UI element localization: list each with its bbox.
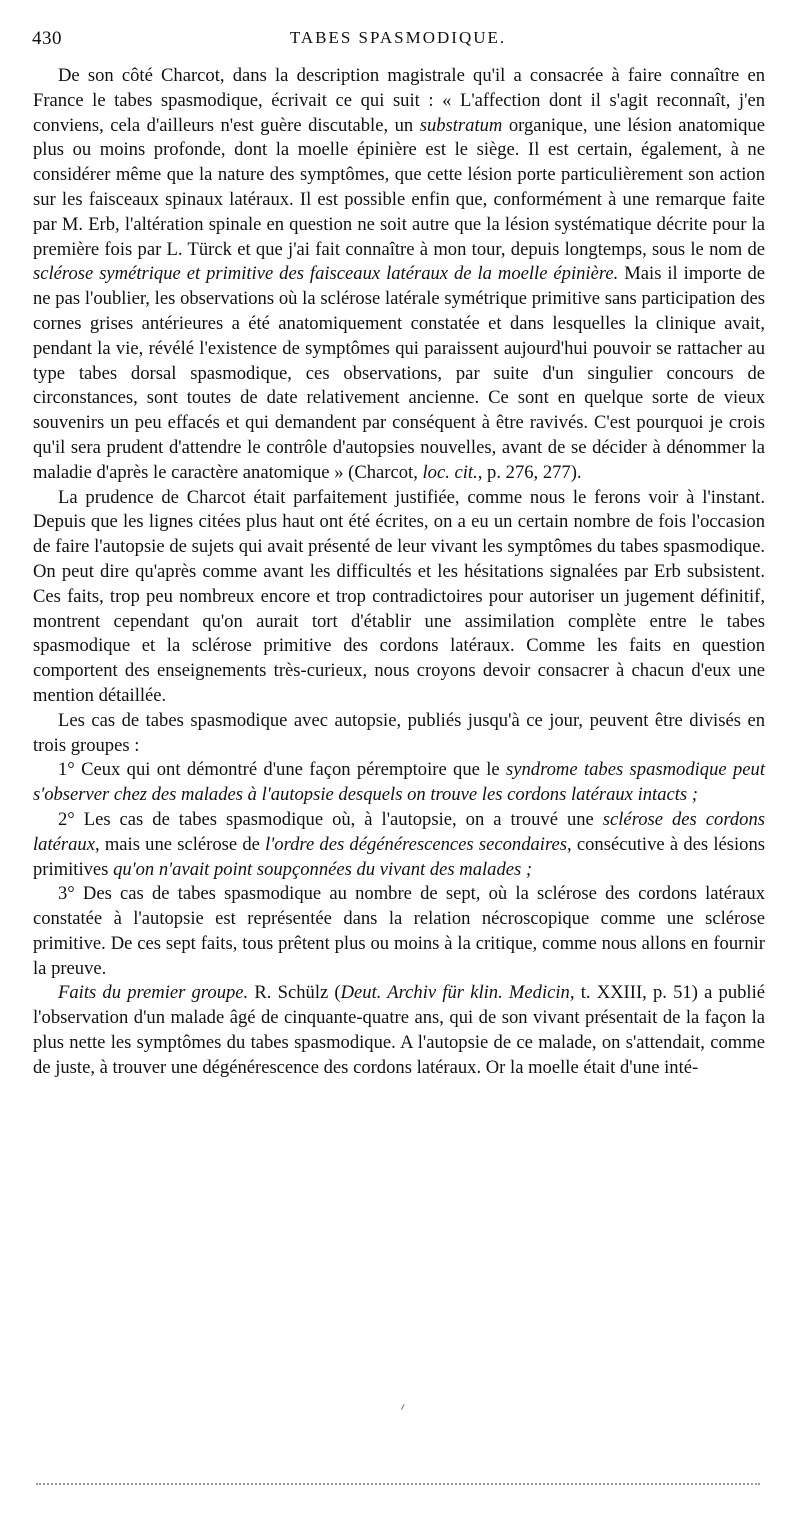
italic-run: Deut. Archiv für klin. Medicin (340, 982, 570, 1004)
text-run: De son côté Charcot, dans la description magistrale qu'il a consacrée à faire connaître en France le tabes spasmodique, écrivait ce qui suit : « L'affection dont il s'agit reconnaît, j'en conviens, cela d'ailleurs n'est guère discutable, un (33, 65, 765, 136)
footer-rule (36, 1483, 760, 1485)
paragraph (33, 758, 765, 808)
text-run: 1° Ceux qui ont démontré d'une façon péremptoire que le (58, 759, 506, 781)
italic-run: substratum (419, 114, 503, 136)
italic-run: l'ordre des dégénérescences secondaires (265, 833, 568, 855)
italic-run: syndrome tabes spasmodique peut s'observer chez des malades à l'autopsie desquels on trouve les cordons latéraux intacts ; (33, 759, 765, 806)
body-text (33, 64, 765, 1081)
paragraph (33, 709, 765, 759)
paragraph (33, 808, 765, 882)
page-header (32, 28, 764, 54)
text-run: La prudence de Charcot était parfaitement justifiée, comme nous le ferons voir à l'instant. Depuis que les lignes citées plus haut ont été écrites, on a eu un certain nombre de fois l'occasion de faire l'autopsie de sujets qui avait présenté de leur vivant les symptômes du tabes spasmodique. On peut dire qu'après comme avant les difficultés et les hésitations signalées par Erb subsistent. Ces faits, trop peu nombreux encore et trop contradictoires pour autoriser un jugement définitif, montrent cependant qu'on aurait tort d'établir une assimilation complète entre le tabes spasmodique et la sclérose primitive des cordons latéraux. Comme les faits en question comportent des enseignements très-curieux, nous croyons devoir consacrer à chacun d'eux une mention détaillée. (33, 486, 765, 706)
paragraph (33, 981, 765, 1080)
text-run: organique, une lésion anatomique plus ou moins profonde, dont la moelle épinière est le siège. Il est certain, également, à ne considérer même que la nature des symptômes, que cette lésion porte particulièrement son action sur les faisceaux spinaux latéraux. Il est possible enfin que, conformément à une remarque faite par M. Erb, l'altération spinale en question ne soit autre que la lésion systématique décrite pour la première fois par L. Türck et que j'ai fait connaître à mon tour, depuis longtemps, sous le nom de (33, 114, 765, 260)
text-run: Mais il importe de ne pas l'oublier, les observations où la sclérose latérale symétrique primitive sans participation des cornes grises antérieures a été anatomiquement constatée et dans lesquelles la clinique avait, pendant la vie, révélé l'existence de symptômes qui paraissent aujourd'hui pouvoir se rattacher au type tabes dorsal spasmodique, ces observations, par suite d'un singulier concours de circonstances, sont toutes de date relativement ancienne. Ce sont en quelque sorte de vieux souvenirs un peu effacés et qui demandent par conséquent à être ravivés. C'est pourquoi je crois qu'il sera prudent d'attendre le contrôle d'autopsies nouvelles, avant de se décider à dénommer la maladie d'après le caractère anatomique » (Charcot, (33, 263, 765, 483)
italic-run: Faits du premier groupe. (58, 982, 249, 1004)
page-number: 430 (32, 28, 62, 49)
paragraph (33, 64, 765, 486)
stray-mark (401, 1404, 408, 1412)
text-run: 2° Les cas de tabes spasmodique où, à l'autopsie, on a trouvé une (58, 808, 603, 830)
paragraph (33, 882, 765, 981)
italic-run: loc. cit. (422, 461, 478, 483)
text-run: , t. XXIII, p. 51) a publié l'observation d'un malade âgé de cinquante-quatre ans, qui de son vivant présentait de la façon la plus nette les symptômes du tabes spasmodique. A l'autopsie de ce malade, on s'attendait, comme de juste, à trouver une dégénérescence des cordons latéraux. Or la moelle était d'une inté- (33, 982, 765, 1078)
text-run: , consécutive à des lésions primitives (33, 833, 765, 880)
text-run: , p. 276, 277). (477, 461, 582, 483)
paragraph (33, 486, 765, 709)
italic-run: sclérose symétrique et primitive des faisceaux latéraux de la moelle épinière. (33, 263, 619, 285)
text-run: Les cas de tabes spasmodique avec autopsie, publiés jusqu'à ce jour, peuvent être divisés en trois groupes : (33, 709, 765, 756)
italic-run: sclérose des cordons latéraux (33, 808, 765, 855)
text-run: 3° Des cas de tabes spasmodique au nombre de sept, où la sclérose des cordons latéraux constatée à l'autopsie est représentée dans la relation nécroscopique comme une sclérose primitive. De ces sept faits, tous prêtent plus ou moins à la critique, comme nous allons en fournir la preuve. (33, 883, 765, 979)
italic-run: qu'on n'avait point soupçonnées du vivant des malades ; (113, 858, 533, 880)
running-title: TABES SPASMODIQUE. (289, 28, 507, 47)
text-run: , mais une sclérose de (94, 833, 266, 855)
text-run: R. Schülz ( (248, 982, 341, 1004)
